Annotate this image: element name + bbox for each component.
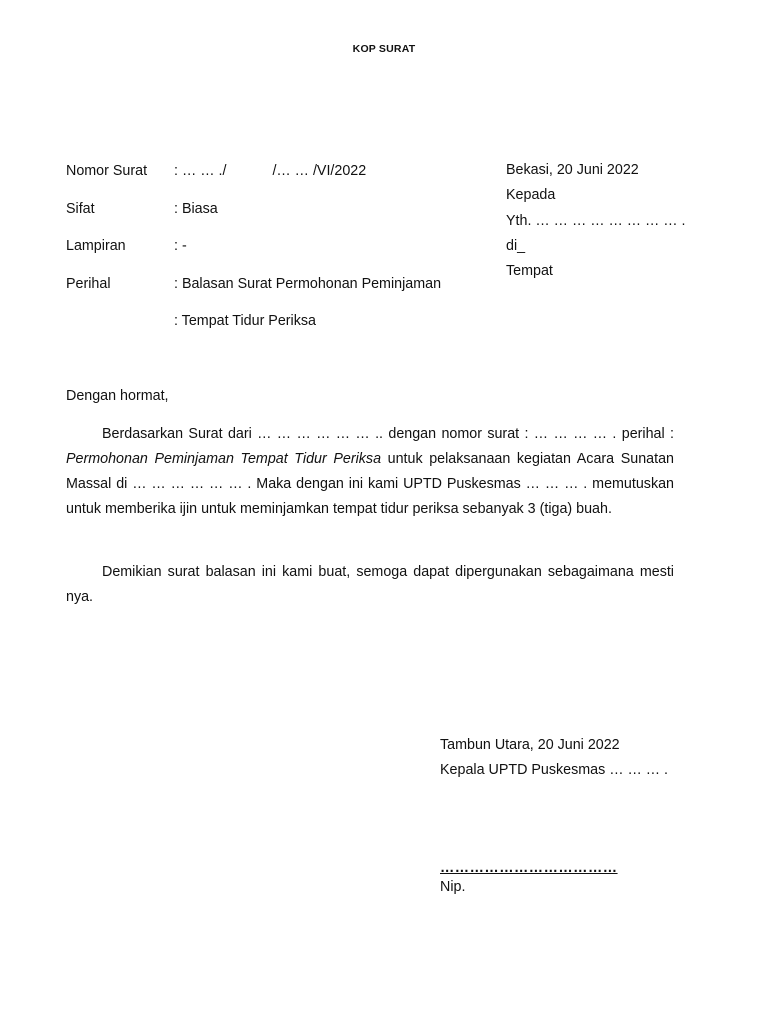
perihal-value-line2: : Tempat Tidur Periksa (174, 313, 316, 329)
sifat-value: : Biasa (174, 201, 218, 217)
perihal-value-line1: : Balasan Surat Permohonan Peminjaman (174, 276, 442, 292)
paragraph-1-subject: Permohonan Peminjaman Tempat Tidur Periksa (66, 451, 382, 467)
letter-date: Bekasi, 20 Juni 2022 (506, 162, 639, 178)
recipient-di: di_ (506, 238, 526, 254)
recipient-tempat: Tempat (506, 263, 553, 279)
signature-nip: Nip. (440, 879, 466, 895)
letterhead: KOP SURAT (352, 43, 416, 55)
lampiran-value: : - (174, 238, 187, 254)
nomor-label: Nomor Surat (66, 163, 148, 179)
nomor-value-part1: : … … ./ (174, 163, 227, 179)
nomor-value (174, 163, 366, 179)
paragraph-1-end: untuk pelaksanaan kegiatan Acara Sunatan Massal di … … … … … … . Maka dengan ini kami UPTD Puskesmas … … … . memutuskan untuk memberika ijin untuk meminjamkan tempat tidur periksa sebanyak 3 (tiga) buah. (66, 451, 674, 517)
lampiran-label: Lampiran (66, 238, 126, 254)
signature-place-date: Tambun Utara, 20 Juni 2022 (440, 737, 620, 753)
paragraph-1-start: Berdasarkan Surat dari … … … … … … .. dengan nomor surat : … … … … . perihal : (102, 426, 674, 442)
perihal-label: Perihal (66, 276, 111, 292)
paragraph-2: Demikian surat balasan ini kami buat, semoga dapat dipergunakan sebagaimana mesti nya. (66, 564, 674, 605)
signature-position: Kepala UPTD Puskesmas … … … . (440, 762, 669, 778)
recipient-kepada: Kepada (506, 187, 556, 203)
signature-name: ……………………………… (440, 860, 618, 876)
sifat-label: Sifat (66, 201, 95, 217)
salutation: Dengan hormat, (66, 388, 169, 404)
recipient-yth: Yth. … … … … … … … … . (506, 213, 686, 229)
paragraph-1 (66, 422, 674, 522)
nomor-value-part2: /… … /VI/2022 (272, 163, 367, 179)
